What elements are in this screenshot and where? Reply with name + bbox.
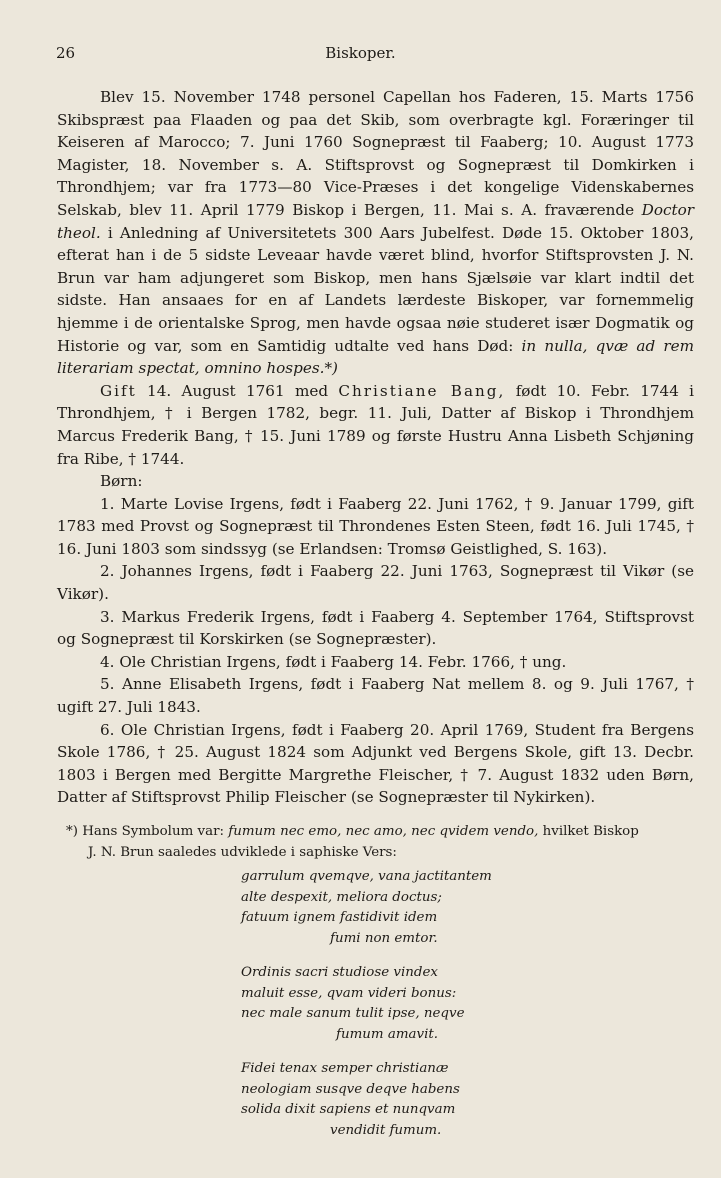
child-entry: 1. Marte Lovise Irgens, født i Faaberg 22. Juni 1762, † 9. Januar 1799, gift 1783 med Provst og Sognepræst til Throndenes Esten Steen, født 16. Juli 1745, † 16. Juni 1803 som sindssyg (se Erlandsen: Tromsø Geistlighed, S. 163). (57, 494, 694, 558)
footnote-marker: *) (66, 824, 78, 839)
footnote (66, 822, 692, 1155)
verse-line: Ordinis sacri studiose vindex (241, 965, 438, 980)
verse-line: vendidit fumum. (330, 1122, 442, 1138)
verse-stanza (66, 963, 692, 1045)
page-header (0, 44, 721, 66)
verse-line: fatuum ignem fastidivit idem (241, 910, 438, 925)
children-heading: Børn: (100, 472, 143, 491)
verse-line: neologiam susqve deqve habens (241, 1081, 460, 1097)
verse-line: alte despexit, meliora doctus; (241, 889, 442, 905)
verse-line: nec male sanum tulit ipse, neqve (241, 1006, 465, 1021)
page-number: 26 (56, 44, 76, 62)
sapphic-verse (66, 867, 692, 1141)
paragraph-marriage: Gift 14. August 1761 med Christiane Bang, født 10. Febr. 1744 i Throndhjem, † i Bergen 1782, begr. 11. Juli, Datter af Biskop i Throndhjem Marcus Frederik Bang, † 15. Juni 1789 og første Hustru Anna Lisbeth Schjøning fra Ribe, † 1744. (57, 381, 695, 468)
symbolum-motto: fumum nec emo, nec amo, nec qvidem vendo, (228, 824, 539, 839)
verse-line: maluit esse, qvam videri bonus: (241, 985, 457, 1001)
verse-stanza (66, 867, 692, 949)
child-entry: 2. Johannes Irgens, født i Faaberg 22. Juni 1763, Sognepræst til Vikør (se Vikør). (57, 562, 694, 604)
child-entry: 6. Ole Christian Irgens, født i Faaberg 20. April 1769, Student fra Bergens Skole 1786, † 25. August 1824 som Adjunkt ved Bergens Skole, gift 13. Decbr. 1803 i Bergen med Bergitte Margrethe Fleischer, † 7. August 1832 uden Børn, Datter af Stiftsprovst Philip Fleischer (se Sognepræster til Nykirken). (57, 720, 694, 807)
verse-stanza (66, 1059, 692, 1141)
main-text (57, 86, 694, 809)
child-entry: 4. Ole Christian Irgens, født i Faaberg 14. Febr. 1766, † ung. (100, 652, 567, 671)
verse-line: fumi non emtor. (330, 930, 438, 946)
child-entry: 5. Anne Elisabeth Irgens, født i Faaberg Nat mellem 8. og 9. Juli 1767, † ugift 27. Juli 1843. (57, 675, 694, 717)
verse-line: garrulum qvemqve, vana jactitantem (241, 869, 492, 884)
child-entry: 3. Markus Frederik Irgens, født i Faaberg 4. September 1764, Stiftsprovst og Sognepræst til Korskirken (se Sognepræster). (57, 607, 694, 649)
footnote-intro-cont: J. N. Brun saaledes udviklede i saphiske Vers: (88, 844, 397, 860)
verse-line: Fidei tenax semper christianæ (241, 1061, 449, 1076)
verse-line: solida dixit sapiens et nunqvam (241, 1102, 456, 1117)
running-title: Biskoper. (325, 44, 396, 62)
footnote-intro: *) Hans Symbolum var: fumum nec emo, nec amo, nec qvidem vendo, hvilket Biskop (66, 824, 639, 839)
paragraph-career: Blev 15. November 1748 personel Capellan hos Faderen, 15. Marts 1756 Skibspræst paa Flaaden og paa det Skib, som overbragte kgl. Foræringer til Keiseren af Marocco; 7. Juni 1760 Sognepræst til Faaberg; 10. August 1773 Magister, 18. November s. A. Stiftsprovst og Sognepræst til Domkirken i Throndhjem; var fra 1773—80 Vice-Præses i det kongelige Videnskabernes Selskab, blev 11. April 1779 Biskop i Bergen, 11. Mai s. A. fraværende Doctor theol. i Anledning af Universitetets 300 Aars Jubelfest. Døde 15. Oktober 1803, efterat han i de 5 sidste Leveaar havde været blind, hvorfor Stiftsprovsten J. N. Brun var ham adjungeret som Biskop, men hans Sjælsøie var klart indtil det sidste. Han ansaaes for en af Landets lærdeste Biskoper, var fornemmelig hjemme i de orientalske Sprog, men havde ogsaa nøie studeret især Dogmatik og Historie og var, som en Samtidig udtalte ved hans Død: in nulla, qvæ ad rem literariam spectat, omnino hospes.*) (57, 88, 695, 378)
verse-line: fumum amavit. (336, 1026, 439, 1042)
